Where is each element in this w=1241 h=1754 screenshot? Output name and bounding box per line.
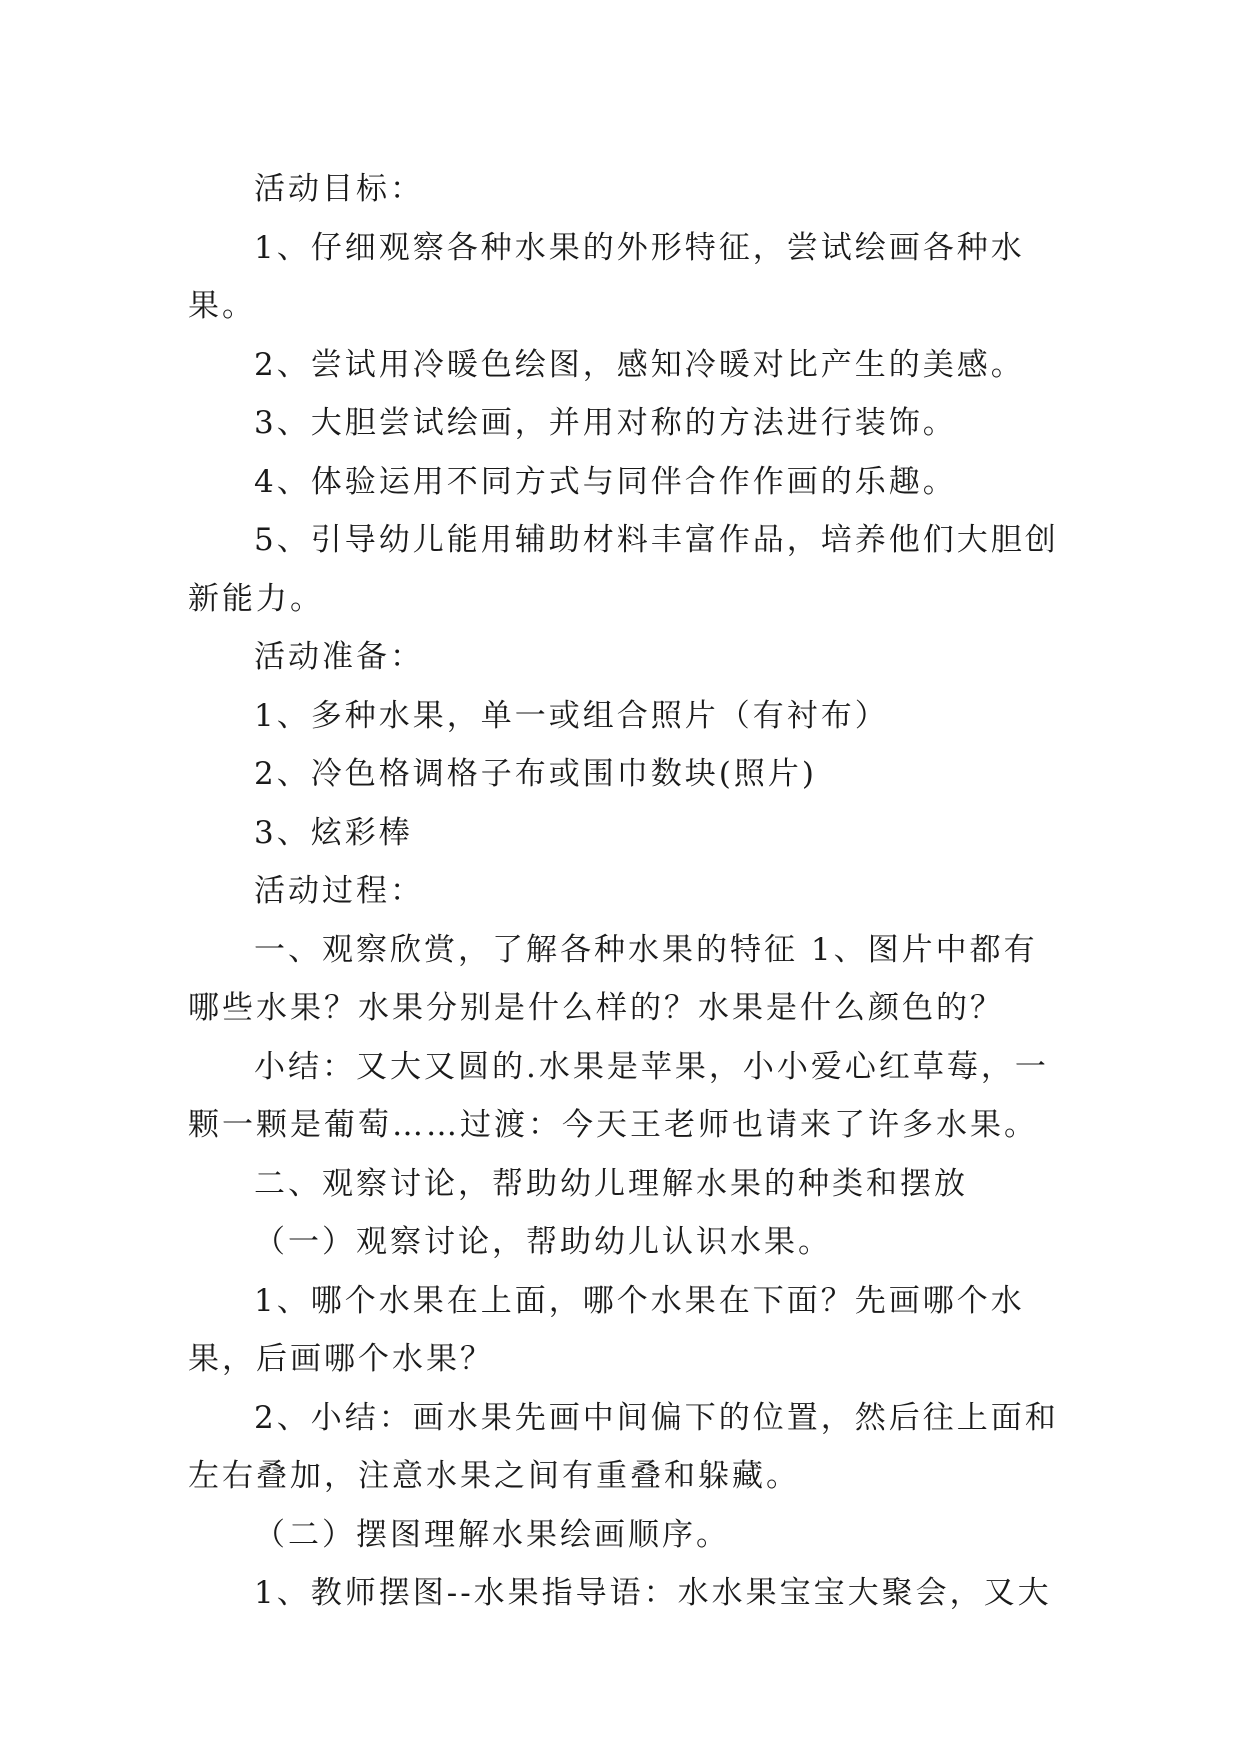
process-substep-2: （二）摆图理解水果绘画顺序。	[254, 1516, 730, 1553]
process-substep-1-item-1: 1、哪个水果在上面，哪个水果在下面？先画哪个水果，后画哪个水果？	[188, 1282, 1025, 1377]
process-substep-1-item-2: 2、小结：画水果先画中间偏下的位置，然后往上面和左右叠加，注意水果之间有重叠和躲藏。	[188, 1399, 1059, 1494]
document-body	[188, 160, 1068, 1623]
process-substep-1: （一）观察讨论，帮助幼儿认识水果。	[254, 1224, 832, 1260]
preparation-item-1: 1、多种水果，单一或组合照片（有衬布）	[254, 697, 889, 734]
heading-goals: 活动目标：	[254, 171, 424, 207]
goal-item-4: 4、体验运用不同方式与同伴合作作画的乐趣。	[254, 463, 957, 500]
goal-item-5: 5、引导幼儿能用辅助材料丰富作品，培养他们大胆创新能力。	[188, 522, 1059, 617]
process-substep-2-item-1: 1、教师摆图--水果指导语：水水果宝宝大聚会，又大	[254, 1575, 1052, 1611]
goal-item-3: 3、大胆尝试绘画，并用对称的方法进行装饰。	[254, 405, 957, 441]
heading-preparation: 活动准备：	[254, 639, 424, 675]
process-step-1: 一、观察欣赏，了解各种水果的特征 1、图片中都有哪些水果？水果分别是什么样的？水果是什么颜色的？	[188, 931, 1038, 1026]
goal-item-2: 2、尝试用冷暖色绘图，感知冷暖对比产生的美感。	[254, 346, 1025, 383]
goal-item-1: 1、仔细观察各种水果的外形特征，尝试绘画各种水果。	[188, 229, 1025, 324]
preparation-item-2: 2、冷色格调格子布或围巾数块(照片)	[254, 756, 817, 792]
heading-process: 活动过程：	[254, 873, 424, 909]
preparation-item-3: 3、炫彩棒	[254, 814, 413, 851]
process-step-2: 二、观察讨论，帮助幼儿理解水果的种类和摆放	[254, 1165, 968, 1202]
process-summary: 小结：又大又圆的.水果是苹果，小小爱心红草莓，一颗一颗是葡萄……过渡：今天王老师也请来了许多水果。	[188, 1048, 1049, 1143]
